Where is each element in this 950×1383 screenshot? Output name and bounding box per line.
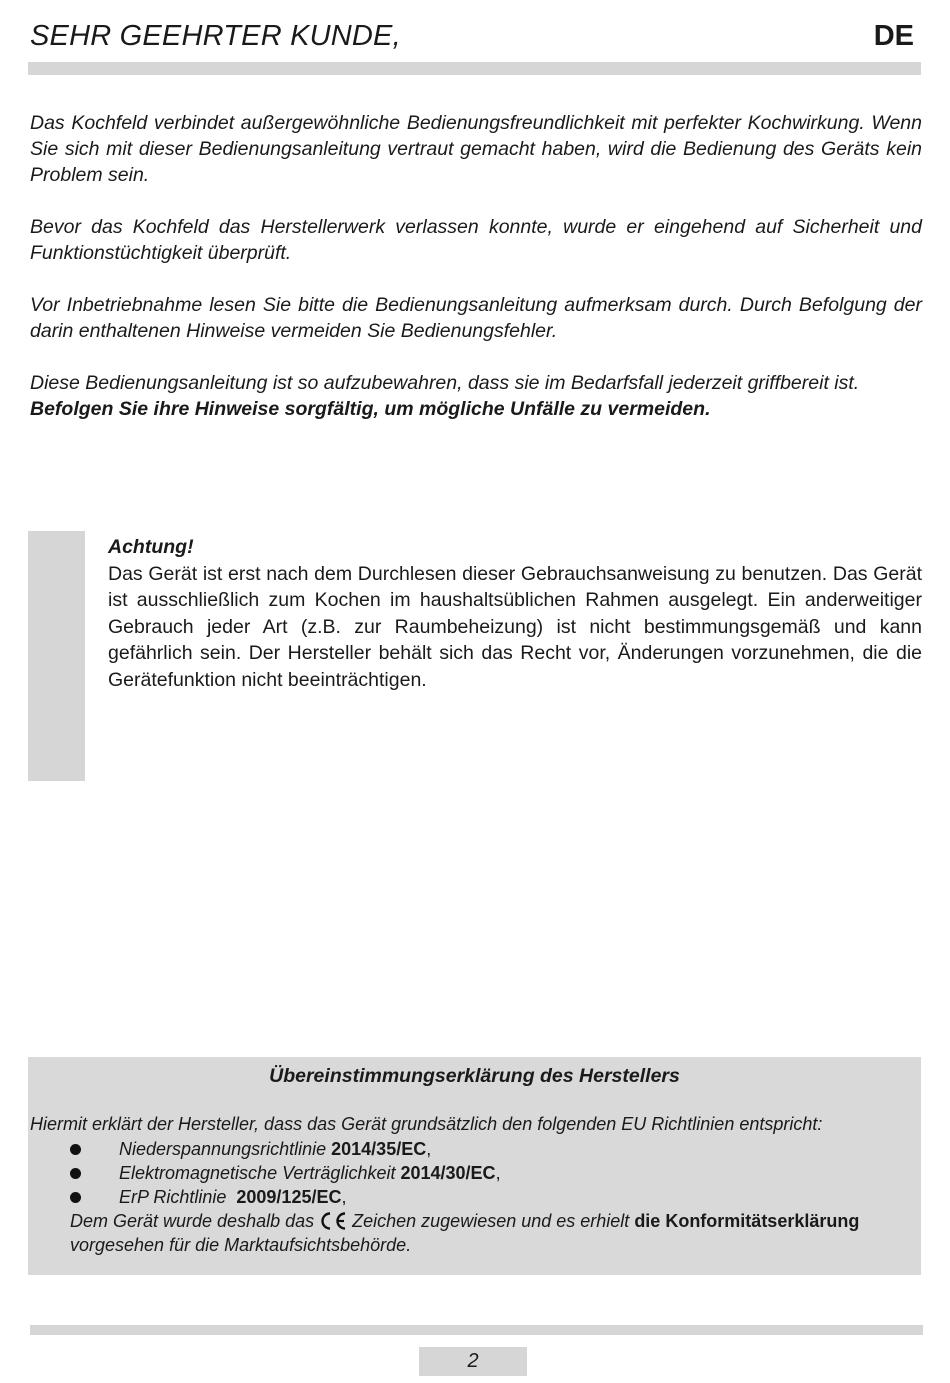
intro-emphasis: Befolgen Sie ihre Hinweise sorgfältig, um mögliche Unfälle zu vermeiden. [30,398,711,420]
bullet-icon [70,1192,81,1203]
directive-code: 2009/125/EC [236,1186,342,1207]
note-text-before: Dem Gerät wurde deshalb das [70,1211,315,1231]
intro-paragraph: Diese Bedienungsanleitung ist so aufzubewahren, dass sie im Bedarfsfall jederzeit griffbereit ist. [30,372,860,394]
header-rule [28,62,921,75]
note-line-2: vorgesehen für die Marktaufsichtsbehörde. [70,1235,412,1255]
intro-paragraph: Vor Inbetriebnahme lesen Sie bitte die Bedienungsanleitung aufmerksam durch. Durch Befolgung der darin enthaltenen Hinweise vermeiden Sie Bedienungsfehler. [30,294,922,342]
warning-body: Das Gerät ist erst nach dem Durchlesen dieser Gebrauchsanweisung zu benutzen. Das Gerät ist ausschließlich zum Kochen im haushaltsüblichen Rahmen ausgelegt. Ein anderweitiger Gebrauch jeder Art (z.B. zur Raumbeheizung) ist nicht bestimmungsgemäß und kann gefährlich sein. Der Hersteller behält sich das Recht vor, Änderungen vorzunehmen, die die Gerätefunktion nicht beeinträchtigen. [108,562,922,691]
ce-mark-icon [318,1211,348,1231]
directive-suffix: , [341,1186,347,1207]
footer-rule [30,1325,923,1335]
intro-paragraph: Bevor das Kochfeld das Herstellerwerk verlassen konnte, wurde er eingehend auf Sicherheit und Funktionstüchtigkeit überprüft. [30,216,922,264]
list-item [68,1185,501,1209]
note-text-after: Zeichen zugewiesen und es erhielt [352,1211,630,1231]
directive-suffix: , [426,1138,432,1159]
directive-name: Elektromagnetische Verträglichkeit [119,1162,396,1183]
language-code: DE [873,20,914,52]
list-item [68,1137,501,1161]
intro-paragraph: Das Kochfeld verbindet außergewöhnliche Bedienungsfreundlichkeit mit perfekter Kochwirkung. Wenn Sie sich mit dieser Bedienungsanleitung vertraut gemacht haben, wird die Bedienung des Geräts kein Problem sein. [30,112,922,186]
intro-paragraph-last [30,370,922,422]
directive-name: Niederspannungsrichtlinie [119,1138,327,1159]
intro-section [30,110,922,422]
bullet-icon [70,1168,81,1179]
conformity-declaration [28,1057,921,1275]
warning-side-bar [28,531,85,781]
directive-list [68,1137,501,1209]
declaration-title: Übereinstimmungserklärung des Herstellers [269,1065,680,1087]
directive-name: ErP Richtlinie [119,1186,227,1207]
bullet-icon [70,1144,81,1155]
note-bold: die Konformitätserklärung [634,1211,860,1231]
warning-title: Achtung! [108,536,194,558]
directive-code: 2014/35/EC [331,1138,427,1159]
directive-suffix: , [495,1162,501,1183]
warning-box [108,534,922,693]
page-number: 2 [419,1347,527,1376]
list-item [68,1161,501,1185]
declaration-intro: Hiermit erklärt der Hersteller, dass das Gerät grundsätzlich den folgenden EU Richtlinien entspricht: [30,1114,823,1134]
directive-code: 2014/30/EC [400,1162,496,1183]
declaration-note [70,1209,859,1257]
page-title: SEHR GEEHRTER KUNDE, [30,20,401,52]
